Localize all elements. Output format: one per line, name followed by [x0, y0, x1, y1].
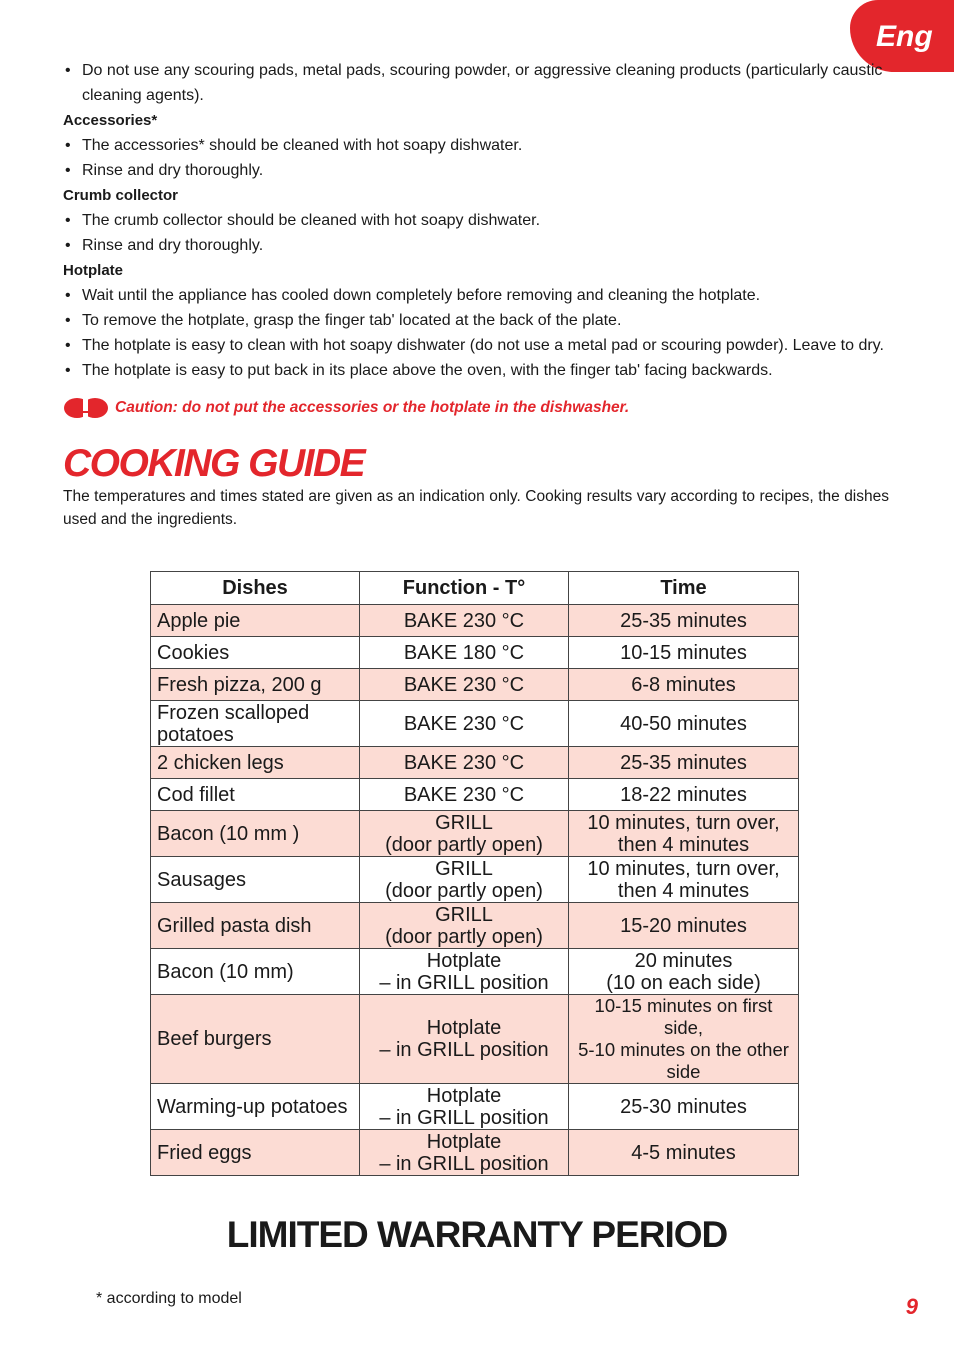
- cell-function: GRILL (door partly open): [360, 857, 569, 903]
- cell-dish: Apple pie: [151, 605, 360, 637]
- bullet-item: • The crumb collector should be cleaned with hot soapy dishwater.: [63, 208, 889, 233]
- cell-function: BAKE 230 °C: [360, 701, 569, 747]
- bullet-item: • Do not use any scouring pads, metal pads, scouring powder, or aggressive cleaning products (particularly caustic cleaning agents).: [63, 58, 889, 108]
- cell-function: BAKE 230 °C: [360, 747, 569, 779]
- section-heading: Hotplate: [63, 262, 123, 279]
- page-number: 9: [905, 1294, 918, 1319]
- cell-time: 10-15 minutes on first side, 5-10 minutes on the other side: [569, 995, 799, 1084]
- table-body: [151, 605, 799, 1176]
- bullet-item: • Rinse and dry thoroughly.: [63, 233, 889, 258]
- cooking-guide-title: COOKING GUIDE: [63, 442, 365, 485]
- cooking-guide-table: [150, 571, 799, 1176]
- cell-dish: Bacon (10 mm ): [151, 811, 360, 857]
- cell-time: 10 minutes, turn over, then 4 minutes: [569, 857, 799, 903]
- header-function: Function - T°: [360, 572, 569, 605]
- bullet-item: • To remove the hotplate, grasp the finger tab' located at the back of the plate.: [63, 308, 889, 333]
- header-time: Time: [569, 572, 799, 605]
- cell-dish: Fried eggs: [151, 1130, 360, 1176]
- cell-function: BAKE 180 °C: [360, 637, 569, 669]
- cell-dish: Fresh pizza, 200 g: [151, 669, 360, 701]
- cell-time: 4-5 minutes: [569, 1130, 799, 1176]
- table-row: [151, 605, 799, 637]
- cell-dish: Frozen scalloped potatoes: [151, 701, 360, 747]
- bullet-item: • Rinse and dry thoroughly.: [63, 158, 889, 183]
- table-row: [151, 811, 799, 857]
- cell-dish: Cookies: [151, 637, 360, 669]
- cell-function: BAKE 230 °C: [360, 605, 569, 637]
- footnote: * according to model: [96, 1290, 242, 1307]
- table-header-row: [151, 572, 799, 605]
- cell-dish: Cod fillet: [151, 779, 360, 811]
- warning-icon: [63, 396, 109, 420]
- cell-time: 15-20 minutes: [569, 903, 799, 949]
- table-row: [151, 1084, 799, 1130]
- cell-dish: Beef burgers: [151, 995, 360, 1084]
- cell-time: 6-8 minutes: [569, 669, 799, 701]
- bullet-item: • The hotplate is easy to clean with hot soapy dishwater (do not use a metal pad or scouring powder). Leave to dry.: [63, 333, 889, 358]
- table-row: [151, 1130, 799, 1176]
- table-row: [151, 857, 799, 903]
- cell-time: 25-30 minutes: [569, 1084, 799, 1130]
- table-row: [151, 779, 799, 811]
- cell-function: Hotplate – in GRILL position: [360, 995, 569, 1084]
- intro-bullets: [63, 58, 889, 108]
- cell-function: BAKE 230 °C: [360, 779, 569, 811]
- table-row: [151, 669, 799, 701]
- section-heading: Crumb collector: [63, 187, 179, 204]
- table-row: [151, 903, 799, 949]
- language-label: Eng: [876, 20, 933, 53]
- cell-function: GRILL (door partly open): [360, 903, 569, 949]
- cell-function: Hotplate – in GRILL position: [360, 1130, 569, 1176]
- cell-function: BAKE 230 °C: [360, 669, 569, 701]
- table-row: [151, 637, 799, 669]
- cleaning-sections: [63, 108, 889, 383]
- table-row: [151, 701, 799, 747]
- cell-time: 40-50 minutes: [569, 701, 799, 747]
- header-dishes: Dishes: [151, 572, 360, 605]
- table-row: [151, 949, 799, 995]
- page-content: [63, 58, 889, 531]
- cell-dish: Warming-up potatoes: [151, 1084, 360, 1130]
- cell-function: GRILL (door partly open): [360, 811, 569, 857]
- caution-note: [63, 395, 889, 421]
- cell-time: 18-22 minutes: [569, 779, 799, 811]
- cell-time: 20 minutes (10 on each side): [569, 949, 799, 995]
- bullet-item: • The accessories* should be cleaned with hot soapy dishwater.: [63, 133, 889, 158]
- cell-time: 10 minutes, turn over, then 4 minutes: [569, 811, 799, 857]
- cell-function: Hotplate – in GRILL position: [360, 1084, 569, 1130]
- caution-text: Caution: do not put the accessories or the hotplate in the dishwasher.: [115, 399, 630, 416]
- table-row: [151, 747, 799, 779]
- cooking-guide-intro: The temperatures and times stated are given as an indication only. Cooking results vary according to recipes, the dishes used and the ingredients.: [63, 488, 889, 528]
- warranty-title: LIMITED WARRANTY PERIOD: [226, 1214, 728, 1255]
- table-row: [151, 995, 799, 1084]
- cell-time: 25-35 minutes: [569, 747, 799, 779]
- cell-time: 25-35 minutes: [569, 605, 799, 637]
- cell-time: 10-15 minutes: [569, 637, 799, 669]
- cell-dish: 2 chicken legs: [151, 747, 360, 779]
- section-heading: Accessories*: [63, 112, 158, 129]
- bullet-item: • The hotplate is easy to put back in its place above the oven, with the finger tab' facing backwards.: [63, 358, 889, 383]
- cell-dish: Bacon (10 mm): [151, 949, 360, 995]
- cell-function: Hotplate – in GRILL position: [360, 949, 569, 995]
- bullet-item: • Wait until the appliance has cooled down completely before removing and cleaning the hotplate.: [63, 283, 889, 308]
- cell-dish: Sausages: [151, 857, 360, 903]
- cell-dish: Grilled pasta dish: [151, 903, 360, 949]
